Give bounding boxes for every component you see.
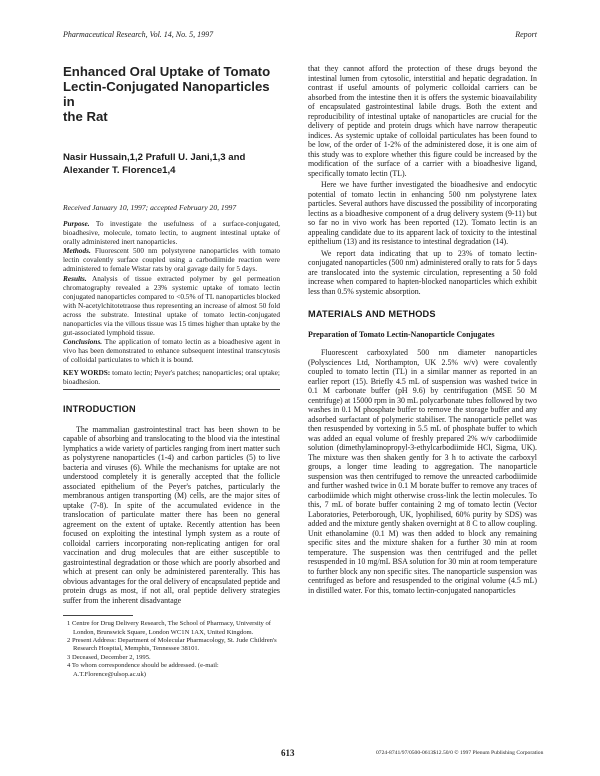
body-paragraph: Fluorescent carboxylated 500 nm diameter nanoparticles (Polysciences Ltd, Northampton, UK 2.5% w/v) were covalently coupled to tomato lectin (TL) in a similar manner as reported in an earlier report (15). Briefly 4.5 mL of suspension was washed twice in 0.1 M carbonate buffer (pH 9.6) by centrifugation (MSE 50 M centrifuge) at 15000 rpm in 30 mL polycarbonate tubes followed by two washes in 0.1 M phosphate buffer to remove the storage buffer and any adsorbed surfactant of polymeric stabiliser. The nanoparticle pellet was then resuspended by vortexing in 5.5 mL of phosphate buffer to which was added an equal volume of freshly prepared 2% w/v carbodiimide solution (dimethylaminopropyl-3-ethylcarbodiimide HCl, Sigma, UK). The mixture was then shaken gently for 3 h to activate the carboxyl groups, a longer time leading to aggregation. The nanoparticle suspension was then centrifuged to remove the unreacted carbodiimide and further washed twice in 0.1 M borate buffer to remove any traces of carbodiimide which might otherwise cross-link the lectin molecules. To this, 7 mL of borate buffer containing 2 mg of tomato lectin (Vector Laboratories, Peterborough, UK, lyophilised, 60% purity by SDS) was added and the mixture gently shaken overnight at 8 C to allow coupling. Unit ethanolamine (0.1 M) was then added to block any remaining specific sites and the mixture shaken for a further 30 min at room temperature. The suspension was then centrifuged and the pellet resuspended in 10 mg/mL BSA solution for 30 min at room temperature to further block any non specific sites. The nanoparticle suspension was centrifuged as before and resuspended to the original volume (4.5 mL) in distilled water. For this, tomato lectin-conjugated nanoparticles	[308, 348, 537, 595]
author-line: Nasir Hussain,1,2 Prafull U. Jani,1,3 and	[63, 152, 246, 163]
materials-methods-heading: MATERIALS AND METHODS	[308, 309, 436, 319]
abstract-label: Results.	[63, 273, 87, 283]
journal-citation: Pharmaceutical Research, Vol. 14, No. 5, 1997	[63, 30, 214, 39]
footnote: 1 Centre for Drug Delivery Research, The School of Pharmacy, University of London, Brunswick Square, London WC1N 1AX, United Kingdom.	[67, 620, 271, 636]
abstract-text: Analysis of tissue extracted polymer by gel permeation chromatography revealed a 23% systemic uptake of tomato lectin conjugated nanoparticles compared to <0.5% of TL nanoparticles blocked with N-acetylchitotetraose thus representing an increase of almost 50 fold across the substrate. Intestinal uptake of tomato lectin-conjugated nanoparticles via the villous tissue was 15 times higher than uptake by the gut-associated lymphoid tissue.	[63, 273, 280, 338]
body-paragraph: Here we have further investigated the bioadhesive and endocytic potential of tomato lectin in enhancing 500 nm polystyrene latex particles. Several authors have discussed the possibility of incorporating lectins as a bioadhesive component of a drug delivery system (9-11) but so far no in vivo work has been reported (12). Tomato lectin is an appealing candidate due to its apparent lack of toxicity to the intestinal epithelium (13) and its resistance to intestinal degradation (14).	[308, 180, 537, 246]
abstract-methods	[63, 246, 280, 273]
preparation-subheading: Preparation of Tomato Lectin-Nanoparticle Conjugates	[308, 330, 495, 339]
title-line: Enhanced Oral Uptake of Tomato	[63, 64, 271, 79]
keywords-label: KEY WORDS:	[63, 367, 111, 377]
footnote-divider	[63, 615, 133, 616]
abstract-text: To investigate the usefulness of a surface-conjugated, bioadhesive, molecule, tomato lectin, to augment intestinal uptake of orally administered inert nanoparticles.	[63, 219, 280, 247]
abstract-text: Fluorescent 500 nm polystyrene nanoparticles with tomato lectin covalently surface coupled using a carbodiimide reaction were administered to female Wistar rats by oral gavage daily for 5 days.	[63, 246, 280, 274]
right-column	[308, 64, 537, 595]
introduction-continued	[308, 64, 537, 296]
introduction-body	[63, 425, 280, 606]
left-column	[63, 64, 280, 679]
abstract-results	[63, 274, 280, 338]
abstract-label: Conclusions.	[63, 337, 103, 347]
footnote: 2 Present Address: Department of Molecular Pharmacology, St. Jude Children's Research Hospital, Memphis, Tennessee 38101.	[67, 637, 277, 653]
copyright-line: 0724-8741/97/0500-0613$12.50/0 © 1997 Plenum Publishing Corporation	[376, 750, 544, 756]
author-list	[63, 151, 280, 177]
abstract-conclusions	[63, 337, 280, 364]
keywords	[63, 368, 280, 386]
abstract-purpose	[63, 219, 280, 246]
title-line: Lectin-Conjugated Nanoparticles in	[63, 79, 270, 109]
abstract-label: Methods.	[63, 246, 91, 256]
page-number: 613	[281, 748, 295, 758]
preparation-body	[308, 348, 537, 595]
body-paragraph: that they cannot afford the protection of these drugs beyond the intestinal lumen from cytosolic, interstitial and hepatic degradation. In contrast if useful amounts of polymeric colloidal carriers can be absorbed from the intestine then it is offers the systemic bioavailability of encapsulated gastrointestinal labile drugs. Both the extent and reproducibility of intestinal uptake of nanoparticles are crucial for the delivery of peptide and protein drugs which have narrow therapeutic indices. As systemic uptake of colloidal particulates has been found to be low, of the order of 1-2% of the administered dose, it is one aim of this study was to explore whether this figure could be increased by the modification of the surface of a carrier with a bioadhesive ligand, specifically tomato lectin (TL).	[308, 64, 537, 178]
footnotes	[63, 620, 280, 679]
page-footer	[0, 748, 600, 762]
body-paragraph: We report data indicating that up to 23% of tomato lectin-conjugated nanoparticles (500 nm) administered orally to rats for 5 days are translocated into the systemic circulation, representing a 50 fold increase when compared to hapten-blocked nanoparticles which exhibit less than 0.5% systemic absorption.	[308, 248, 537, 296]
footnote: 3 Deceased, December 2, 1995.	[67, 653, 151, 661]
body-paragraph: The mammalian gastrointestinal tract has been shown to be capable of absorbing and translocating to the blood via the intestinal lymphatics a wide variety of particles ranging from inert matter such as polystyrene nanoparticles (1-4) and carbon particles (5) to live bacteria and viruses (6). While the mechanisms for uptake are not understood completely it is generally accepted that the follicle associated epithelium of the Peyer's patches, particularly the membranous antigen transporting (M) cells, are the major sites of uptake (7-8). In spite of the accumulated evidence in the translocation of particulate matter there has been no general agreement on the extent of uptake. Recently attention has been focused on exploiting the intestinal lymph system as a route of colloidal carriers incorporating non-replicating antigen for oral vaccination and drug molecules that are either susceptible to gastrointestinal degradation or those which are poorly absorbed and which at present can only be administered parenterally. This has obvious advantages for the oral delivery of encapsulated peptide and protein drugs as most, if not all, oral peptide delivery strategies suffer from the inherent disadvantage	[63, 424, 280, 605]
abstract-label: Purpose.	[63, 219, 90, 228]
received-date: Received January 10, 1997; accepted February 20, 1997	[63, 203, 237, 212]
introduction-heading: INTRODUCTION	[63, 403, 136, 414]
running-head	[63, 30, 537, 42]
abstract	[63, 219, 280, 365]
author-line: Alexander T. Florence1,4	[63, 165, 176, 176]
article-type: Report	[515, 30, 537, 39]
article-title	[63, 64, 280, 124]
keywords-divider	[63, 389, 280, 390]
keywords-text: tomato lectin; Peyer's patches; nanoparticles; oral uptake; bioadhesion.	[63, 367, 280, 386]
title-line: the Rat	[63, 109, 108, 124]
abstract-text: The application of tomato lectin as a bioadhesive agent in vivo has been demonstrated to enhance subsequent intestinal transcytosis of colloidal particulates to which it is bound.	[63, 337, 280, 365]
footnote: 4 To whom correspondence should be addressed. (e-mail: A.T.Florence@ulsop.ac.uk)	[67, 662, 219, 678]
